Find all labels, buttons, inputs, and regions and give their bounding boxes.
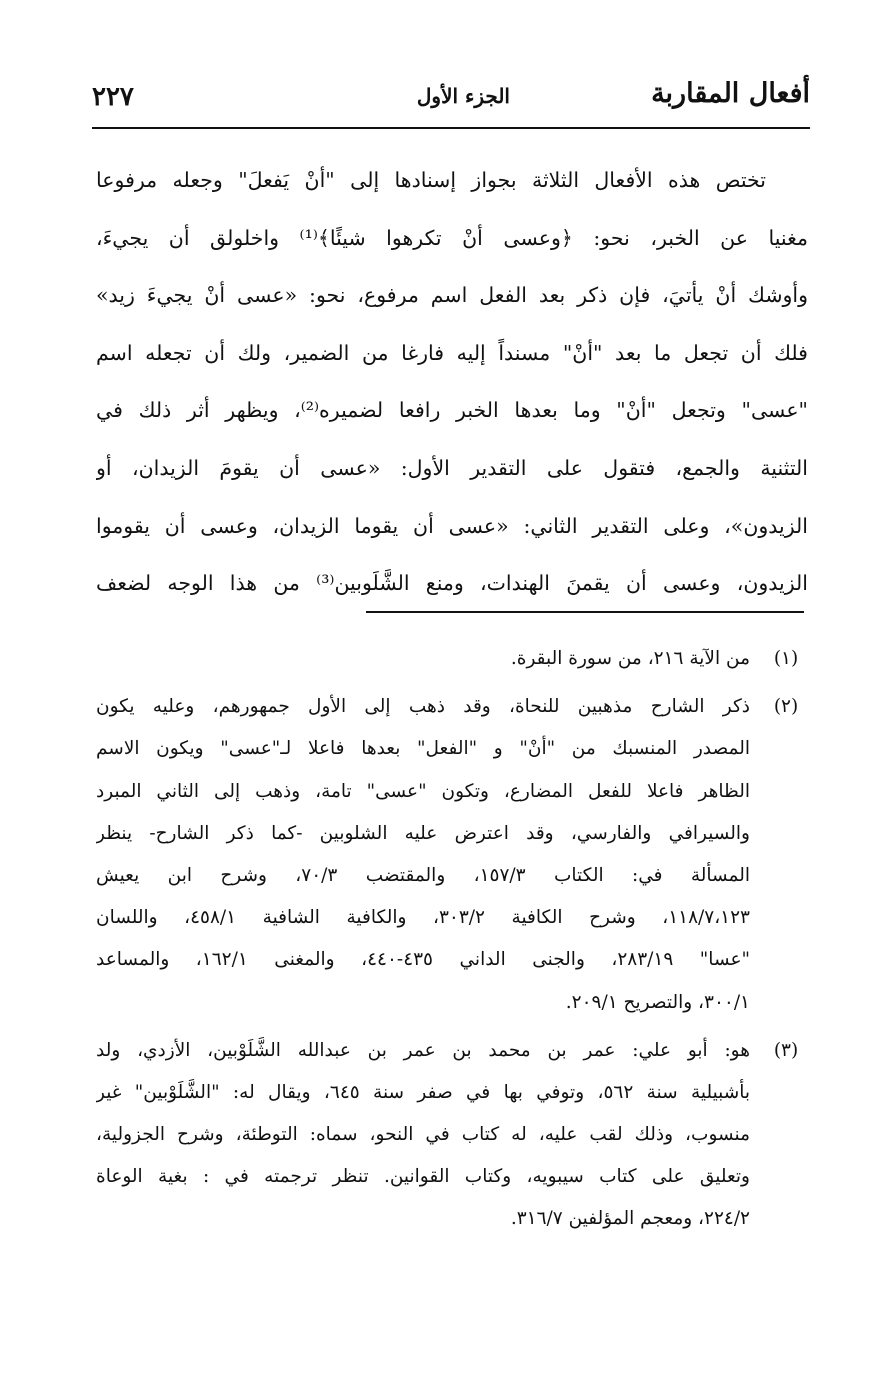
footnote-1 <box>96 638 808 680</box>
footnote-line: ذكر الشارح مذهبين للنحاة، وقد ذهب إلى الأول جمهورهم، وعليه يكون <box>96 696 750 718</box>
text-line: مغنيا عن الخبر، نحو: ﴿وعسى أنْ تكرهوا شيئًا﴾⁽¹⁾ واخلولق أن يجيءَ، <box>96 225 808 250</box>
text-line: التثنية والجمع، فتقول على التقدير الأول: «عسى أن يقومَ الزيدان، أو <box>96 455 808 480</box>
footnote-line: ٣٠٠/١، والتصريح ٢٠٩/١. <box>565 991 750 1013</box>
footnote-2 <box>96 686 808 1024</box>
page-number: ٢٢٧ <box>92 82 134 112</box>
footnote-line: وتعليق على كتاب سيبويه، وكتاب القوانين. تنظر ترجمته في : بغية الوعاة <box>96 1166 750 1188</box>
chapter-title: أفعال المقاربة <box>651 78 810 109</box>
text-line: الزيدون، وعسى أن يقمنَ الهندات، ومنع الشَّلَوبين⁽³⁾ من هذا الوجه لضعف <box>96 571 808 596</box>
footnote-line: من الآية ٢١٦، من سورة البقرة. <box>510 648 750 669</box>
text-line: فلك أن تجعل ما بعد "أنْ" مسنداً إليه فارغا من الضمير، ولك أن تجعله اسم <box>96 340 808 365</box>
footnote-line: هو: أبو علي: عمر بن محمد بن عمر بن عبدالله الشَّلَوْبين، الأزدي، ولد <box>96 1039 750 1061</box>
footnote-3 <box>96 1030 808 1241</box>
text-line: "عسى" وتجعل "أنْ" وما بعدها الخبر رافعا لضميره⁽²⁾، ويظهر أثر ذلك في <box>96 398 808 423</box>
footnote-number: (٣) <box>773 1039 799 1061</box>
text-line: تختص هذه الأفعال الثلاثة بجواز إسنادها إلى "أنْ يَفعلَ" وجعله مرفوعا <box>96 168 766 192</box>
text-line: الزيدون»، وعلى التقدير الثاني: «عسى أن يقوما الزيدان، وعسى أن يقوموا <box>96 513 808 538</box>
footnote-number: (٢) <box>773 696 799 718</box>
footnote-line: ٢٢٤/٢، ومعجم المؤلفين ٣١٦/٧. <box>510 1208 750 1230</box>
footnote-line: بأشبيلية سنة ٥٦٢، وتوفي بها في صفر سنة ٦٤٥، ويقال له: "الشَّلَوْبين" غير <box>96 1081 750 1103</box>
running-header <box>92 78 810 122</box>
footnote-line: ١١٨/٧،١٢٣، وشرح الكافية ٣٠٣/٢، والكافية الشافية ٤٥٨/١، واللسان <box>96 907 750 929</box>
footnote-separator <box>366 611 804 613</box>
volume-label: الجزء الأول <box>416 84 510 108</box>
footnote-line: الظاهر فاعلا للفعل المضارع، وتكون "عسى" تامة، وذهب إلى الثاني المبرد <box>96 780 750 802</box>
footnote-line: "عسا" ٢٨٣/١٩، والجنى الداني ٤٣٥-٤٤٠، والمغنى ١٦٢/١، والمساعد <box>96 949 750 971</box>
footnote-line: المصدر المنسبك من "أنْ" و "الفعل" بعدها فاعلا لـ"عسى" ويكون الاسم <box>96 738 750 760</box>
footnote-number: (١) <box>773 648 799 669</box>
text-line: وأوشك أنْ يأتيَ، فإن ذكر بعد الفعل اسم مرفوع، نحو: «عسى أنْ يجيءَ زيد» <box>96 283 808 308</box>
footnote-line: منسوب، وذلك لقب عليه، له كتاب في النحو، سماه: التوطئة، وشرح الجزولية، <box>96 1124 750 1146</box>
header-rule <box>92 127 810 129</box>
footnote-line: المسألة في: الكتاب ١٥٧/٣، والمقتضب ٧٠/٣، وشرح ابن يعيش <box>96 864 750 886</box>
footnotes <box>96 638 808 1241</box>
main-text <box>96 152 808 613</box>
footnote-line: والسيرافي والفارسي، وقد اعترض عليه الشلوبين -كما ذكر الشارح- ينظر <box>96 822 750 844</box>
